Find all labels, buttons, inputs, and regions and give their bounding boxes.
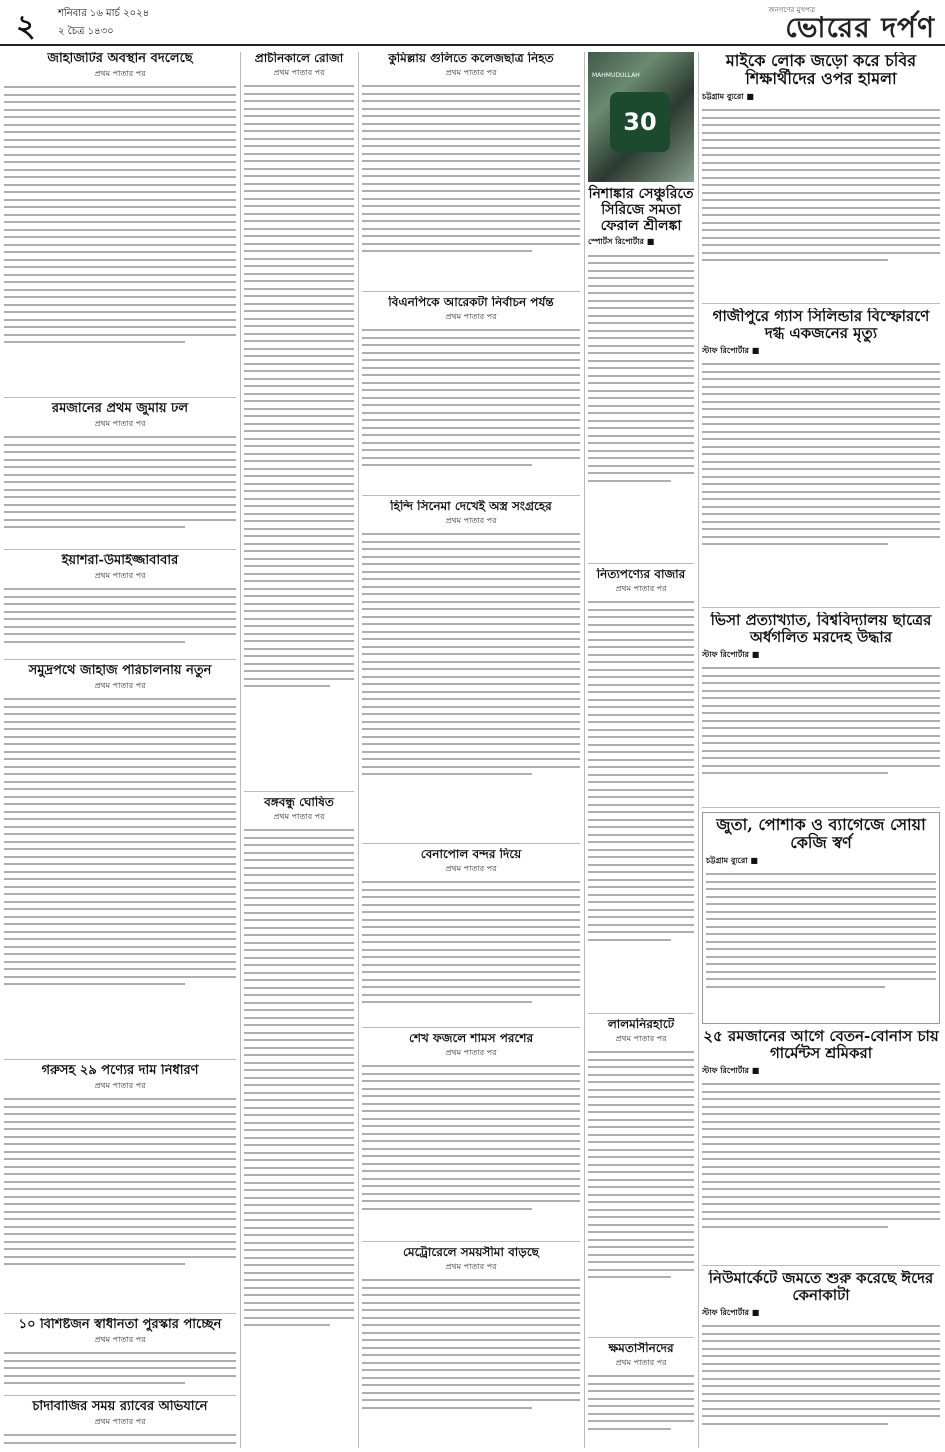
body-text bbox=[4, 1098, 236, 1265]
continued-label: প্রথম পাতার পর bbox=[445, 863, 497, 873]
byline: চট্টগ্রাম ব্যুরো ■ bbox=[706, 855, 758, 865]
article-metrorail bbox=[362, 1246, 580, 1446]
article-gazipur bbox=[702, 308, 940, 608]
headline: সমুদ্রপথে জাহাজ পরিচালনায় নতুন bbox=[28, 664, 212, 678]
continued-label: প্রথম পাতার পর bbox=[445, 1261, 497, 1271]
headline: গাজীপুরে গ্যাস সিলিন্ডার বিস্ফোরণে দগ্ধ একজনের মৃত্যু bbox=[712, 308, 930, 343]
article-garments-bonus bbox=[702, 1028, 940, 1266]
article-benapole bbox=[362, 848, 580, 1028]
continued-label: প্রথম পাতার পর bbox=[94, 1080, 146, 1090]
body-text bbox=[244, 85, 354, 687]
body-text bbox=[702, 1083, 940, 1228]
date-bengali: ২ চৈত্র ১৪৩০ bbox=[58, 26, 114, 37]
body-text bbox=[362, 85, 580, 252]
headline: মাইকে লোক জড়ো করে চবির শিক্ষার্থীদের ওপর হামলা bbox=[725, 52, 917, 89]
continued-label: প্রথম পাতার পর bbox=[94, 680, 146, 690]
body-text bbox=[362, 1065, 580, 1210]
body-text bbox=[4, 1434, 236, 1448]
jersey-number: 30 bbox=[610, 92, 670, 152]
headline: বিএনপিকে আরেকটা নির্বাচন পর্যন্ত bbox=[388, 296, 554, 309]
headline: নিত্যপণ্যের বাজার bbox=[596, 568, 686, 581]
continued-label: প্রথম পাতার পর bbox=[445, 515, 497, 525]
article-rab-drive bbox=[4, 1400, 236, 1448]
headline: বঙ্গবন্ধু ঘোষিত bbox=[264, 796, 334, 809]
jersey-name: MAHMUDULLAH bbox=[592, 72, 640, 79]
body-text bbox=[362, 533, 580, 775]
headline: জাহাজটির অবস্থান বদলেছে bbox=[47, 52, 193, 66]
article-bnp bbox=[362, 296, 580, 496]
headline: হিন্দি সিনেমা দেখেই অস্ত্র সংগ্রহের bbox=[390, 500, 552, 513]
body-text bbox=[4, 436, 236, 528]
headline: ইয়াশরা-উমাইজ্জাবাবার bbox=[61, 554, 179, 568]
headline: ভিসা প্রত্যাখ্যাত, বিশ্ববিদ্যালয় ছাত্রের অর্ধগলিত মরদেহ উদ্ধার bbox=[710, 612, 932, 647]
logo-text: ভোরের দর্পণ bbox=[785, 11, 935, 44]
article-lalmonirhat bbox=[588, 1018, 694, 1338]
byline: চট্টগ্রাম ব্যুরো ■ bbox=[702, 91, 754, 101]
body-text bbox=[702, 363, 940, 545]
byline: স্টাফ রিপোর্টার ■ bbox=[702, 649, 760, 659]
continued-label: প্রথম পাতার পর bbox=[445, 67, 497, 77]
body-text bbox=[706, 873, 936, 988]
logo-tagline: জনগণের মুখপত্র bbox=[768, 6, 815, 14]
column-3 bbox=[362, 52, 580, 1448]
article-sea-route bbox=[4, 664, 236, 1060]
body-text bbox=[362, 1279, 580, 1409]
article-independence-award bbox=[4, 1318, 236, 1396]
byline: স্পোর্টস রিপোর্টার ■ bbox=[588, 237, 655, 247]
article-sheikh-fazle bbox=[362, 1032, 580, 1242]
continued-label: প্রথম পাতার পর bbox=[445, 311, 497, 321]
article-cu-attack bbox=[702, 52, 940, 304]
headline: ২৫ রমজানের আগে বেতন-বোনাস চায় গার্মেন্টস শ্রমিকরা bbox=[703, 1028, 939, 1063]
byline: স্টাফ রিপোর্টার ■ bbox=[702, 1065, 760, 1075]
masthead bbox=[0, 0, 945, 46]
headline: রমজানের প্রথম জুমায় ঢল bbox=[51, 402, 189, 416]
body-text bbox=[4, 86, 236, 343]
body-text bbox=[4, 1352, 236, 1384]
article-ancient-fasting bbox=[244, 52, 354, 792]
column-5 bbox=[702, 52, 940, 1448]
byline: স্টাফ রিপোর্টার ■ bbox=[702, 345, 760, 355]
byline: স্টাফ রিপোর্টার ■ bbox=[702, 1307, 760, 1317]
headline: নিউমার্কেটে জমতে শুরু করেছে ঈদের কেনাকাটা bbox=[708, 1270, 934, 1305]
page-number: ২ bbox=[16, 9, 36, 44]
headline: মেট্রোরেলে সময়সীমা বাড়ছে bbox=[403, 1246, 539, 1259]
body-text bbox=[362, 329, 580, 466]
continued-label: প্রথম পাতার পর bbox=[94, 68, 146, 78]
article-ship bbox=[4, 52, 236, 398]
article-gold bbox=[702, 812, 940, 1024]
body-text bbox=[588, 1375, 694, 1430]
continued-label: প্রথম পাতার পর bbox=[273, 67, 325, 77]
article-hindi-cinema bbox=[362, 500, 580, 844]
headline: শেখ ফজলে শামস পরশের bbox=[408, 1032, 534, 1045]
article-price-fix bbox=[4, 1064, 236, 1314]
column-4 bbox=[588, 52, 694, 1448]
column-2 bbox=[244, 52, 354, 1448]
continued-label: প্রথম পাতার পর bbox=[615, 1357, 667, 1367]
continued-label: প্রথম পাতার পর bbox=[94, 1416, 146, 1426]
continued-label: প্রথম পাতার পর bbox=[94, 418, 146, 428]
continued-label: প্রথম পাতার পর bbox=[273, 811, 325, 821]
headline: ১০ বিশিষ্টজন স্বাধীনতা পুরস্কার পাচ্ছেন bbox=[18, 1318, 222, 1332]
headline: চাঁদাবাজির সময় র‍্যাবের অভিযানে bbox=[32, 1400, 208, 1414]
continued-label: প্রথম পাতার পর bbox=[445, 1047, 497, 1057]
body-text bbox=[244, 829, 354, 1326]
article-nissanka bbox=[588, 184, 694, 564]
column-divider bbox=[698, 52, 699, 1448]
column-divider bbox=[240, 52, 241, 1448]
body-text bbox=[4, 588, 236, 643]
headline: কুমিল্লায় গুলিতে কলেজছাত্র নিহত bbox=[388, 52, 554, 65]
cricket-photo bbox=[588, 52, 694, 182]
headline: গরুসহ ২৯ পণ্যের দাম নির্ধারণ bbox=[41, 1064, 199, 1078]
continued-label: প্রথম পাতার পর bbox=[94, 570, 146, 580]
headline: লালমনিরহাটে bbox=[607, 1018, 675, 1031]
continued-label: প্রথম পাতার পর bbox=[94, 1334, 146, 1344]
body-text bbox=[362, 881, 580, 1003]
body-text bbox=[702, 109, 940, 261]
article-yashra bbox=[4, 554, 236, 660]
body-text bbox=[702, 1325, 940, 1425]
column-divider bbox=[358, 52, 359, 1448]
article-ruling-party bbox=[588, 1342, 694, 1446]
newspaper-logo bbox=[735, 2, 935, 42]
article-friday-prayer bbox=[4, 402, 236, 550]
body-text bbox=[4, 698, 236, 985]
body-text bbox=[588, 1051, 694, 1278]
article-bangabandhu bbox=[244, 796, 354, 1446]
article-commodity-market bbox=[588, 568, 694, 1014]
date-gregorian: শনিবার ১৬ মার্চ ২০২৪ bbox=[58, 8, 150, 19]
continued-label: প্রথম পাতার পর bbox=[615, 1033, 667, 1043]
headline: প্রাচীনকালে রোজা bbox=[254, 52, 344, 65]
column-divider bbox=[584, 52, 585, 1448]
continued-label: প্রথম পাতার পর bbox=[615, 583, 667, 593]
headline: ক্ষমতাসীনদের bbox=[608, 1342, 674, 1355]
body-text bbox=[702, 667, 940, 774]
body-text bbox=[588, 601, 694, 941]
article-comilla bbox=[362, 52, 580, 292]
headline: বেনাপোল বন্দর দিয়ে bbox=[420, 848, 522, 861]
article-visa-rejected bbox=[702, 612, 940, 808]
article-newmarket bbox=[702, 1270, 940, 1448]
headline: নিশাঙ্কার সেঞ্চুরিতে সিরিজে সমতা ফেরাল শ্রীলঙ্কা bbox=[588, 186, 694, 235]
body-text bbox=[588, 255, 694, 482]
column-1 bbox=[4, 52, 236, 1448]
headline: জুতা, পোশাক ও ব্যাগেজে সোয়া কেজি স্বর্ণ bbox=[716, 815, 926, 853]
